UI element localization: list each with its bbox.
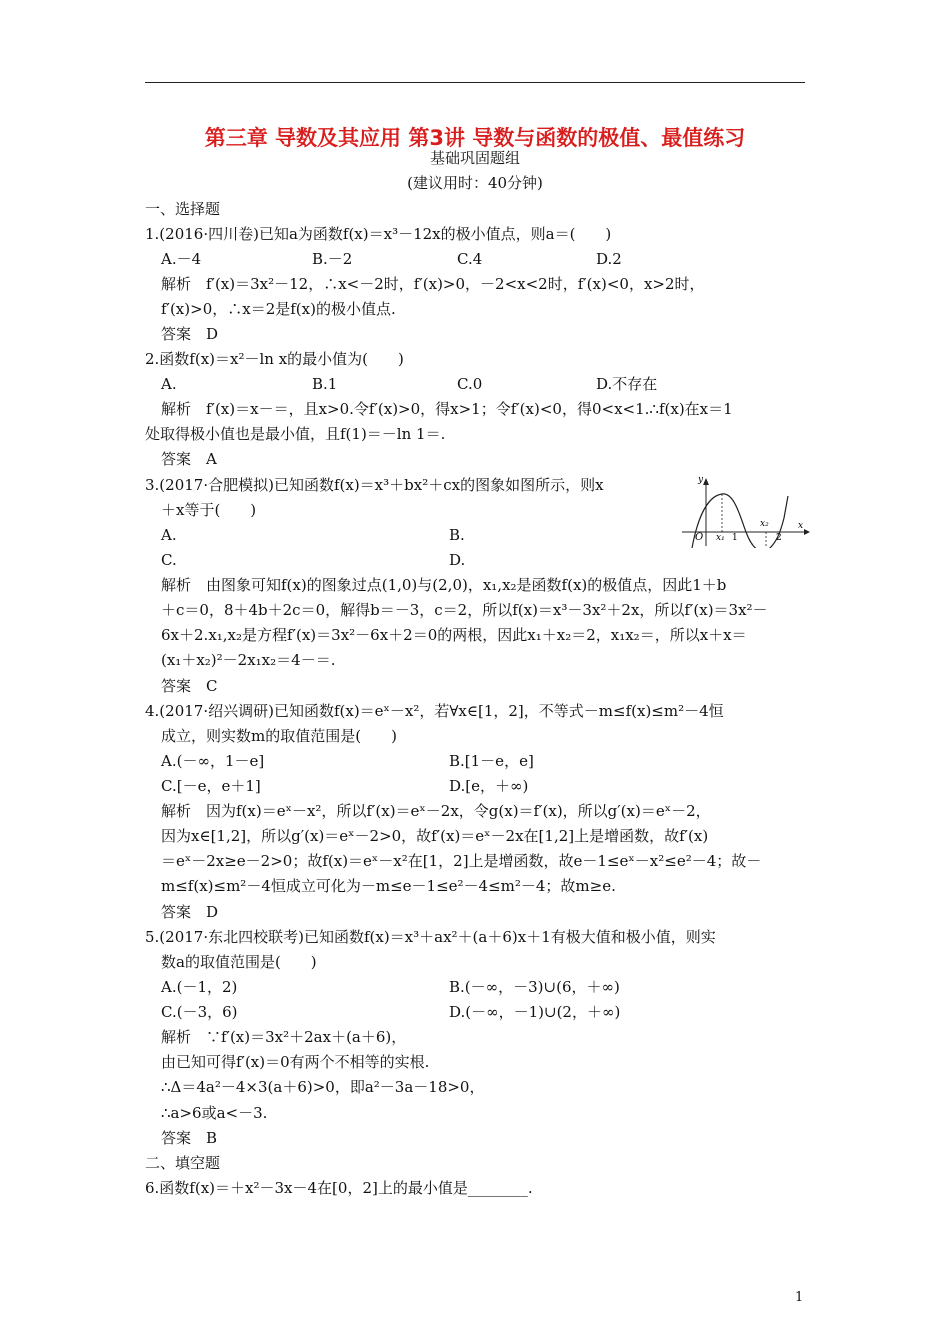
x-axis-label: x — [798, 521, 804, 531]
text-line: B.－2 — [312, 250, 353, 268]
page-title: 第三章 导数及其应用 第3讲 导数与函数的极值、最值练习 — [204, 126, 746, 150]
text-line: 数a的取值范围是( ) — [161, 953, 317, 971]
text-line: A. — [161, 526, 177, 544]
text-line: 答案 D — [161, 903, 219, 921]
x2-label: x₂ — [760, 519, 769, 529]
text-line: 解析 ∵f′(x)＝3x²＋2ax＋(a＋6)， — [161, 1028, 407, 1046]
text-line: 4.(2017·绍兴调研)已知函数f(x)＝eˣ－x²，若∀x∈[1，2]，不等式－m≤f(x)≤m²－4恒 — [145, 702, 724, 720]
tick-1-label: 1 — [732, 533, 738, 543]
text-line: ＋c＝0，8＋4b＋2c＝0，解得b＝－3，c＝2，所以f(x)＝x³－3x²＋2x，所以f′(x)＝3x²－ — [161, 601, 768, 619]
text-line: 二、填空题 — [145, 1154, 221, 1172]
text-line: D.[e，＋∞) — [449, 777, 529, 795]
text-line: 2.函数f(x)＝x²－ln x的最小值为( ) — [145, 350, 404, 368]
page-number: 1 — [795, 1290, 804, 1305]
text-line: 解析 由图象可知f(x)的图象过点(1,0)与(2,0)，x₁,x₂是函数f(x)的极值点，因此1＋b — [161, 576, 727, 594]
text-line: 因为x∈[1,2]，所以g′(x)＝eˣ－2>0，故f′(x)＝eˣ－2x在[1,2]上是增函数，故f′(x) — [161, 827, 709, 845]
text-line: A.(－∞，1－e] — [161, 752, 265, 770]
text-line: C.[－e，e＋1] — [161, 777, 261, 795]
text-line: C.(－3，6) — [161, 1003, 238, 1021]
text-line: B.[1－e，e] — [449, 752, 534, 770]
cubic-graph-figure — [680, 476, 810, 548]
text-line: C.4 — [457, 250, 483, 268]
text-line: ∴Δ＝4a²－4×3(a＋6)>0，即a²－3a－18>0， — [161, 1078, 485, 1096]
text-line: 答案 A — [161, 450, 217, 468]
text-line: 成立，则实数m的取值范围是( ) — [161, 727, 397, 745]
text-line: 由已知可得f′(x)＝0有两个不相等的实根. — [161, 1053, 430, 1071]
text-line: B.1 — [312, 375, 338, 393]
x1-label: x₁ — [716, 533, 725, 543]
text-line: ∴a>6或a<－3. — [161, 1104, 268, 1122]
text-line: 解析 因为f(x)＝eˣ－x²，所以f′(x)＝eˣ－2x，令g(x)＝f′(x)，所以g′(x)＝eˣ－2， — [161, 802, 711, 820]
text-line: D.(－∞，－1)∪(2，＋∞) — [449, 1003, 621, 1021]
text-line: m≤f(x)≤m²－4恒成立可化为－m≤e－1≤e²－4≤m²－4；故m≥e. — [161, 877, 616, 895]
text-line: C.0 — [457, 375, 483, 393]
text-line: D.不存在 — [596, 375, 658, 393]
text-line: 5.(2017·东北四校联考)已知函数f(x)＝x³＋ax²＋(a＋6)x＋1有极大值和极小值，则实 — [145, 928, 716, 946]
text-line: 解析 f′(x)＝3x²－12，∴x<－2时，f′(x)>0，－2<x<2时，f′(x)<0，x>2时， — [161, 275, 705, 293]
tick-2-label: 2 — [776, 533, 782, 543]
origin-label: O — [695, 532, 704, 543]
text-line: (x₁＋x₂)²－2x₁x₂＝4－＝. — [161, 651, 336, 669]
text-line: 答案 B — [161, 1129, 218, 1147]
text-line: B.(－∞，－3)∪(6，＋∞) — [449, 978, 620, 996]
text-line: 1.(2016·四川卷)已知a为函数f(x)＝x³－12x的极小值点，则a＝( ) — [145, 225, 612, 243]
text-line: 一、选择题 — [145, 200, 221, 218]
text-line: 解析 f′(x)＝x－＝，且x>0.令f′(x)>0，得x>1；令f′(x)<0，得0<x<1.∴f(x)在x＝1 — [161, 400, 733, 418]
text-line: C. — [161, 551, 177, 569]
text-line: 处取得极小值也是最小值，且f(1)＝－ln 1＝. — [145, 425, 446, 443]
text-line: 答案 D — [161, 325, 219, 343]
text-line: A.－4 — [161, 250, 202, 268]
section-group-label: 基础巩固题组 — [429, 149, 520, 167]
text-line: 6.函数f(x)＝＋x²－3x－4在[0，2]上的最小值是________. — [145, 1179, 533, 1197]
text-line: f′(x)>0，∴x＝2是f(x)的极小值点. — [161, 300, 396, 318]
text-line: ＝eˣ－2x≥e－2>0；故f(x)＝eˣ－x²在[1，2]上是增函数，故e－1≤eˣ－x²≤e²－4；故－ — [161, 852, 762, 870]
text-line: 3.(2017·合肥模拟)已知函数f(x)＝x³＋bx²＋cx的图象如图所示，则x — [145, 476, 604, 494]
text-line: 6x＋2.x₁,x₂是方程f′(x)＝3x²－6x＋2＝0的两根，因此x₁＋x₂＝2，x₁x₂＝，所以x＋x＝ — [161, 626, 747, 644]
time-hint: (建议用时：40分钟) — [407, 174, 543, 192]
text-line: D. — [449, 551, 466, 569]
text-line: ＋x等于( ) — [161, 501, 257, 519]
y-axis-arrow — [703, 478, 709, 485]
text-line: 答案 C — [161, 677, 218, 695]
header-rule — [145, 82, 805, 83]
y-axis-label: y — [698, 476, 704, 485]
text-line: D.2 — [596, 250, 622, 268]
x-axis-arrow — [804, 529, 810, 535]
text-line: A.(－1，2) — [161, 978, 238, 996]
text-line: B. — [449, 526, 465, 544]
text-line: A. — [161, 375, 177, 393]
